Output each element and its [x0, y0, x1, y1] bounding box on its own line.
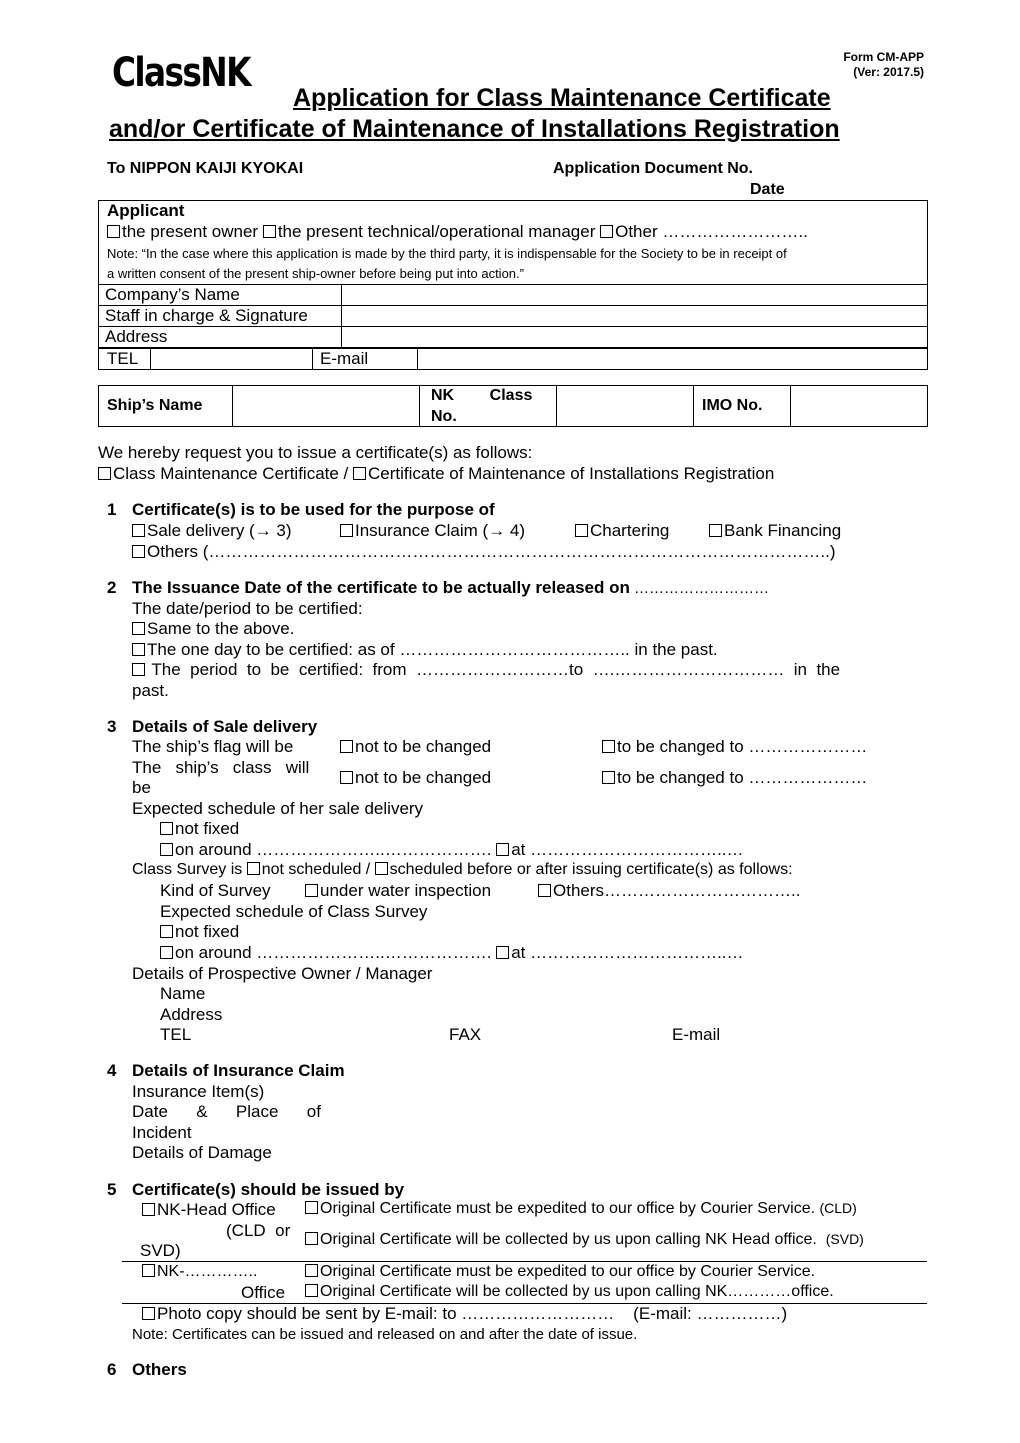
sale-on-around-checkbox[interactable] — [160, 843, 173, 856]
section-3-heading: Details of Sale delivery — [132, 717, 318, 736]
consent-note-line-1: Note: “In the case where this application is made by the third party, it is indispensable for the Society to be in receipt of — [107, 246, 787, 261]
applicant-heading: Applicant — [107, 201, 185, 220]
prospective-fax-label: FAX — [449, 1025, 482, 1044]
purpose-others — [132, 542, 836, 562]
staff-label: Staff in charge & Signature — [99, 306, 342, 327]
period-past: past. — [132, 681, 169, 700]
installations-label: Certificate of Maintenance of Installations Registration — [368, 464, 775, 483]
photo-copy-checkbox[interactable] — [142, 1307, 155, 1320]
scheduled-label: scheduled before or after issuing certificate(s) as follows: — [389, 861, 793, 878]
issuance-date-dots: ……………………… — [629, 580, 770, 597]
cld-svd-label-2: SVD) — [140, 1241, 181, 1260]
company-name-label: Company’s Name — [99, 285, 342, 306]
class-not-changed-label: not to be changed — [355, 768, 492, 787]
underwater-label: under water inspection — [320, 881, 492, 900]
one-day-label: The one day to be certified: as of ………………………………….. in the past. — [147, 640, 718, 659]
survey-others-option — [538, 881, 800, 901]
sale-at-checkbox[interactable] — [496, 843, 509, 856]
sale-not-fixed-label: not fixed — [175, 819, 240, 838]
class-not-changed — [340, 768, 491, 788]
prospective-tel-label: TEL — [160, 1025, 192, 1044]
insurance-checkbox[interactable] — [340, 524, 353, 537]
scheduled-checkbox[interactable] — [375, 862, 388, 875]
incident-label-1: Date & Place of — [132, 1102, 321, 1121]
ship-divider-4 — [693, 385, 694, 427]
class-changed-checkbox[interactable] — [602, 771, 615, 784]
bank-label: Bank Financing — [724, 521, 842, 540]
certificate-type-options — [98, 464, 774, 484]
ship-divider-5 — [790, 385, 791, 427]
section-5-heading: Certificate(s) should be issued by — [132, 1180, 405, 1199]
sale-not-fixed — [160, 819, 239, 839]
branch-courier-label: Original Certificate must be expedited to our office by Courier Service. — [320, 1263, 816, 1280]
imo-field[interactable] — [792, 387, 926, 425]
prospective-email-label: E-mail — [672, 1025, 721, 1044]
head-office-checkbox[interactable] — [142, 1203, 155, 1216]
head-collect-checkbox[interactable] — [305, 1232, 318, 1245]
class-maintenance-label: Class Maintenance Certificate / — [113, 464, 353, 483]
nk-class-label-1: NK Class — [431, 387, 533, 404]
survey-not-fixed-label: not fixed — [175, 922, 240, 941]
section-2-heading-line — [132, 578, 769, 598]
ship-divider-3 — [556, 385, 557, 427]
owner-checkbox[interactable] — [107, 225, 120, 238]
tel-field-divider — [150, 348, 151, 370]
head-office-label: NK-Head Office — [157, 1200, 276, 1219]
flag-changed-checkbox[interactable] — [602, 740, 615, 753]
survey-not-fixed — [160, 922, 239, 942]
same-label: Same to the above. — [147, 619, 295, 638]
class-survey-line — [132, 861, 793, 879]
flag-changed-label: to be changed to ………………… — [617, 737, 868, 756]
sale-at-label: at ……………………………..… — [511, 840, 744, 859]
purpose-chartering — [575, 521, 669, 541]
section-1-heading: Certificate(s) is to be used for the purpose of — [132, 500, 495, 519]
kind-of-survey-label: Kind of Survey — [160, 881, 271, 900]
kind-of-survey — [160, 881, 271, 901]
prospective-address-label: Address — [160, 1005, 223, 1024]
branch-collect-label: Original Certificate will be collected by us upon calling NK…………office. — [320, 1283, 834, 1300]
prospective-name-label: Name — [160, 984, 206, 1003]
purpose-bank — [709, 521, 841, 541]
email-label: E-mail — [320, 349, 369, 368]
application-document-no-label: Application Document No. — [553, 160, 753, 177]
address-field[interactable] — [342, 327, 928, 348]
head-collect-option — [305, 1231, 864, 1249]
flag-label: The ship’s flag will be — [132, 737, 294, 756]
email-field-divider — [417, 348, 418, 370]
nk-class-field[interactable] — [558, 387, 692, 425]
owner-option-label: the present owner — [122, 222, 259, 241]
cld-code: (CLD) — [819, 1200, 857, 1216]
branch-collect-checkbox[interactable] — [305, 1284, 318, 1297]
not-scheduled-label: not scheduled / — [261, 861, 375, 878]
chartering-label: Chartering — [590, 521, 670, 540]
survey-not-fixed-checkbox[interactable] — [160, 925, 173, 938]
ship-name-label: Ship’s Name — [107, 397, 203, 414]
class-maintenance-checkbox[interactable] — [98, 467, 111, 480]
form-version: (Ver: 2017.5) — [853, 65, 924, 79]
head-courier-option — [305, 1200, 857, 1218]
branch-collect-option — [305, 1283, 834, 1301]
flag-changed — [602, 737, 867, 757]
form-number: Form CM-APP — [843, 50, 924, 64]
survey-schedule-label: Expected schedule of Class Survey — [160, 902, 428, 921]
title-line-1: Application for Class Maintenance Certificate — [293, 84, 831, 112]
survey-on-around-label: on around …………………..………………. — [175, 943, 497, 962]
nk-class-label-2: No. — [431, 408, 457, 425]
class-label-1: The ship’s class will — [132, 758, 310, 777]
same-checkbox[interactable] — [132, 622, 145, 635]
manager-option-label: the present technical/operational manager — [277, 222, 596, 241]
issue-note: Note: Certificates can be issued and released on and after the date of issue. — [132, 1326, 638, 1343]
applicant-table — [98, 284, 928, 348]
survey-others-label: Others…………………………….. — [553, 881, 801, 900]
insurance-label: Insurance Claim (→ 4) — [355, 521, 526, 540]
imo-label: IMO No. — [702, 397, 763, 414]
manager-checkbox[interactable] — [263, 225, 276, 238]
class-changed — [602, 768, 867, 788]
same-as-above — [132, 619, 294, 639]
office-label: Office — [241, 1283, 286, 1302]
company-name-field[interactable] — [342, 285, 928, 306]
section-1-number: 1 — [107, 500, 117, 519]
tel-field[interactable] — [152, 349, 310, 369]
one-day — [132, 640, 718, 660]
flag-not-changed-label: not to be changed — [355, 737, 492, 756]
request-intro: We hereby request you to issue a certificate(s) as follows: — [98, 443, 533, 462]
section-3-number: 3 — [107, 717, 117, 736]
period-checkbox[interactable] — [132, 663, 145, 676]
ship-divider-2 — [419, 385, 420, 427]
other-option-label: Other …………………….. — [615, 222, 808, 241]
svd-code: (SVD) — [825, 1231, 864, 1247]
insurance-items-label: Insurance Item(s) — [132, 1082, 265, 1101]
class-survey-label: Class Survey is — [132, 861, 247, 878]
installations-checkbox[interactable] — [353, 467, 366, 480]
class-not-changed-checkbox[interactable] — [340, 771, 353, 784]
nk-branch-label: NK-………….. — [157, 1263, 258, 1280]
date-label: Date — [750, 181, 785, 198]
head-collect-label: Original Certificate will be collected by us upon calling NK Head office. — [320, 1231, 817, 1248]
section-2-heading: The Issuance Date of the certificate to be actually released on — [132, 578, 630, 597]
class-changed-label: to be changed to ………………… — [617, 768, 868, 787]
ship-divider-1 — [232, 385, 233, 427]
others-label: Others (………………………………………………………………………………………………..) — [147, 542, 836, 561]
section-5-number: 5 — [107, 1180, 117, 1199]
head-courier-checkbox[interactable] — [305, 1201, 318, 1214]
survey-at-checkbox[interactable] — [496, 946, 509, 959]
others-checkbox[interactable] — [132, 545, 145, 558]
head-office-option — [142, 1200, 276, 1220]
date-period-label: The date/period to be certified: — [132, 599, 363, 618]
sale-checkbox[interactable] — [132, 524, 145, 537]
branch-courier-checkbox[interactable] — [305, 1264, 318, 1277]
address-label: Address — [99, 327, 342, 348]
branch-courier-option — [305, 1263, 815, 1281]
head-courier-label: Original Certificate must be expedited to our office by Courier Service. — [320, 1200, 816, 1217]
staff-field[interactable] — [342, 306, 928, 327]
flag-not-changed — [340, 737, 491, 757]
sale-schedule-label: Expected schedule of her sale delivery — [132, 799, 424, 818]
other-checkbox[interactable] — [600, 225, 613, 238]
section-6-heading: Others — [132, 1360, 187, 1379]
period-label: The period to be certified: from ………………………to ….………………………… in the — [147, 660, 841, 679]
nk-branch-checkbox[interactable] — [142, 1264, 155, 1277]
class-label-2: be — [132, 778, 151, 797]
classnk-logo: ClassNK — [112, 50, 250, 96]
title-line-2: and/or Certificate of Maintenance of Installations Registration — [109, 115, 840, 143]
section-6-number: 6 — [107, 1360, 117, 1379]
purpose-sale — [132, 521, 292, 541]
prospective-owner-label: Details of Prospective Owner / Manager — [132, 964, 433, 983]
photo-copy-label: Photo copy should be sent by E-mail: to ……………………… (E-mail: ……………) — [157, 1304, 788, 1323]
sale-not-fixed-checkbox[interactable] — [160, 822, 173, 835]
section-4-heading: Details of Insurance Claim — [132, 1061, 345, 1080]
section-4-number: 4 — [107, 1061, 117, 1080]
nk-branch-option — [142, 1263, 257, 1281]
underwater-checkbox[interactable] — [305, 884, 318, 897]
underwater-option — [305, 881, 491, 901]
flag-not-changed-checkbox[interactable] — [340, 740, 353, 753]
tel-label: TEL — [107, 349, 139, 368]
survey-at-label: at ……………………………..… — [511, 943, 744, 962]
sale-on-around-label: on around …………………..………………. — [175, 840, 497, 859]
not-scheduled-checkbox[interactable] — [247, 862, 260, 875]
recipient: To NIPPON KAIJI KYOKAI — [107, 160, 304, 177]
chartering-checkbox[interactable] — [575, 524, 588, 537]
sale-on-around — [160, 840, 744, 860]
email-divider — [312, 348, 313, 370]
consent-note-line-2: a written consent of the present ship-owner before being put into action.” — [107, 266, 524, 281]
incident-label-2: Incident — [132, 1123, 192, 1142]
form-id — [843, 50, 924, 80]
branch-top-rule — [122, 1261, 927, 1262]
email-field[interactable] — [419, 349, 926, 369]
applicant-options — [107, 222, 808, 242]
bank-checkbox[interactable] — [709, 524, 722, 537]
section-2-number: 2 — [107, 578, 117, 597]
one-day-checkbox[interactable] — [132, 643, 145, 656]
sale-label: Sale delivery (→ 3) — [147, 521, 292, 540]
survey-on-around — [160, 943, 744, 963]
survey-on-around-checkbox[interactable] — [160, 946, 173, 959]
ship-name-field[interactable] — [234, 387, 418, 425]
period — [132, 660, 840, 680]
photo-copy-option — [142, 1304, 787, 1324]
survey-others-checkbox[interactable] — [538, 884, 551, 897]
damage-label: Details of Damage — [132, 1143, 272, 1162]
purpose-insurance — [340, 521, 525, 541]
cld-svd-label-1: (CLD or — [226, 1221, 291, 1240]
